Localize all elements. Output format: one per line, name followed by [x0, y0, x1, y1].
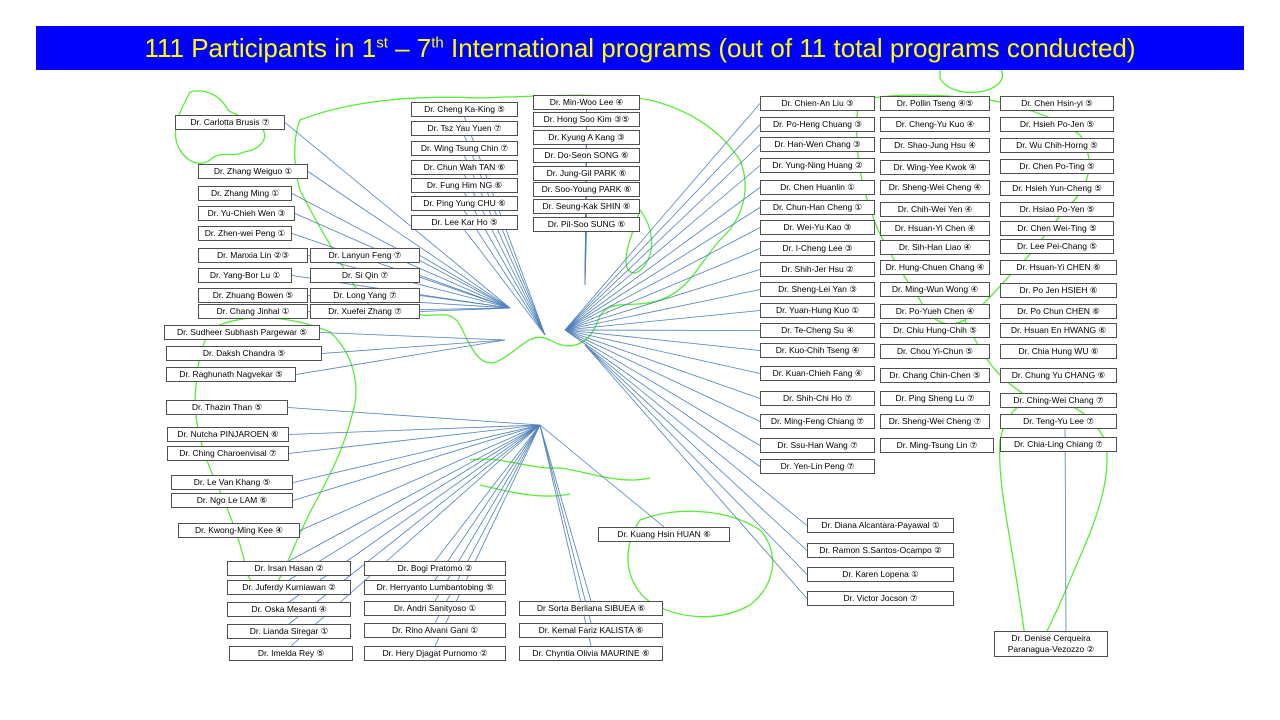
participant-label: Dr. Chyntia Olivia MAURINE ⑥: [519, 646, 663, 661]
participant-label: Dr. Chen Wei-Ting ⑤: [1000, 221, 1114, 236]
participant-label: Dr. Yang-Bor Lu ①: [198, 268, 292, 283]
participant-label: Dr. Sih-Han Liao ④: [880, 240, 990, 255]
connector-line: [320, 333, 505, 341]
participant-label: Dr. Tsz Yau Yuen ⑦: [411, 121, 518, 136]
participant-label: Dr. Raghunath Nagvekar ⑤: [166, 367, 296, 382]
title-suffix: International programs (out of 11 total programs conducted): [443, 33, 1136, 63]
participant-label: Dr. Irsan Hasan ②: [227, 561, 351, 576]
participant-label: Dr. Imelda Rey ⑤: [229, 646, 353, 661]
participant-label: Dr. Karen Lopena ①: [807, 567, 954, 582]
participant-label: Dr. Min-Woo Lee ④: [533, 95, 640, 110]
participant-label: Dr. Jung-Gil PARK ⑥: [533, 166, 640, 181]
participant-label: Dr. Diana Alcantara-Payawal ①: [807, 518, 954, 533]
south-america-outline: [1000, 399, 1107, 645]
participant-label: Dr. Chia-Ling Chiang ⑦: [1000, 437, 1117, 452]
participant-label: Dr. Yen-Lin Peng ⑦: [760, 459, 875, 474]
participant-label: Dr. Chung Yu CHANG ⑥: [1000, 368, 1117, 383]
participant-label: Dr. Ssu-Han Wang ⑦: [760, 438, 875, 453]
participant-label: Dr. Zhuang Bowen ⑤: [198, 288, 308, 303]
participant-label: Dr. Wing-Yee Kwok ④: [880, 160, 990, 175]
participant-label: Dr. Juferdy Kurniawan ②: [227, 580, 351, 595]
participant-label: Dr. Zhen-wei Peng ①: [198, 226, 292, 241]
connector-line: [565, 330, 760, 374]
participant-label: Dr. Han-Wen Chang ③: [760, 137, 875, 152]
participant-label: Dr. Hsuan-Yi Chen ④: [880, 221, 990, 236]
participant-label: Dr. Fung Him NG ⑥: [411, 178, 518, 193]
participant-label: Dr. Wu Chih-Horng ⑤: [1000, 138, 1114, 153]
participant-label: Dr. Soo-Young PARK ⑥: [533, 182, 640, 197]
participant-label: Dr. Chang Chin-Chen ⑤: [880, 368, 990, 383]
participant-label: Dr. Chun-Han Cheng ①: [760, 200, 875, 215]
connector-line: [565, 330, 760, 467]
participant-label: Dr. Le Van Khang ⑤: [171, 475, 293, 490]
participant-label: Dr. Lanyun Feng ⑦: [310, 248, 420, 263]
participant-label: Dr. Kwong-Ming Kee ④: [178, 523, 300, 538]
participant-label: Dr. Hsiao Po-Yen ⑤: [1000, 202, 1114, 217]
participant-label: Dr. Chun Wah TAN ⑥: [411, 160, 518, 175]
participant-label: Dr. Cheng Ka-King ⑤: [411, 102, 518, 117]
title-prefix: 111 Participants in 1: [144, 33, 377, 63]
participant-label: Dr. Hsieh Po-Jen ⑤: [1000, 117, 1114, 132]
participant-label: Dr. Ramon S.Santos-Ocampo ②: [807, 543, 954, 558]
participant-label: Dr. Herryanto Lumbantobing ⑤: [364, 580, 506, 595]
connector-line: [565, 330, 760, 331]
indonesia-outline: [470, 459, 650, 496]
participant-label: Dr. Ngo Le LAM ⑥: [171, 493, 293, 508]
participant-label: Dr. Ming-Feng Chiang ⑦: [760, 414, 875, 429]
participant-label: Dr. Kyung A Kang ③: [533, 130, 640, 145]
participant-label: Dr. Yung-Ning Huang ②: [760, 158, 875, 173]
participant-label: Dr. Chou Yi-Chun ⑤: [880, 344, 990, 359]
asia-outline: [295, 95, 745, 363]
participant-label: Dr. Oska Mesanti ④: [227, 602, 351, 617]
participant-label: Dr. Si Qin ⑦: [310, 268, 420, 283]
participant-label: Dr. Hery Djagat Purnomo ②: [364, 646, 506, 661]
participant-label: Dr. Ching-Wei Chang ⑦: [1000, 393, 1117, 408]
participant-label: Dr. Chien-An Liu ③: [760, 96, 875, 111]
participant-label: Dr. Hsieh Yun-Cheng ⑤: [1000, 181, 1114, 196]
participant-label: Dr. Denise Cerqueira Paranagua-Vezozzo ②: [994, 631, 1108, 657]
participant-label: Dr. Zhang Weiguo ①: [198, 164, 308, 179]
participant-label: Dr. Cheng-Yu Kuo ④: [880, 117, 990, 132]
participant-label: Dr. Sheng-Lei Yan ③: [760, 282, 875, 297]
connector-line: [289, 425, 540, 435]
participant-label: Dr. Po-Yueh Chen ④: [880, 304, 990, 319]
participant-label: Dr. Teng-Yu Lee ⑦: [1000, 414, 1117, 429]
participant-label: Dr. Kuan-Chieh Fang ④: [760, 366, 875, 381]
participant-label: Dr. Chih-Wei Yen ④: [880, 202, 990, 217]
participant-label: Dr. Nutcha PINJAROEN ⑥: [167, 427, 289, 442]
participant-label: Dr. Sheng-Wei Cheng ⑦: [880, 414, 990, 429]
participant-label: Dr. Ming-Wun Wong ④: [880, 282, 990, 297]
participant-label: Dr. Hsuan-Yi CHEN ⑥: [1000, 260, 1117, 275]
participant-label: Dr. Lee Kar Ho ⑤: [411, 215, 518, 230]
title-middle: – 7: [387, 33, 432, 63]
participant-label: Dr. Po Chun CHEN ⑥: [1000, 304, 1117, 319]
participant-label: Dr. Te-Cheng Su ④: [760, 323, 875, 338]
participant-label: Dr. Long Yang ⑦: [310, 288, 420, 303]
participant-label: Dr. Ming-Tsung Lin ⑦: [880, 438, 994, 453]
participant-label: Dr. Chiu Hung-Chih ⑤: [880, 323, 990, 338]
participant-label: Dr. Bogi Pratomo ②: [364, 561, 506, 576]
participant-label: Dr. Thazin Than ⑤: [166, 400, 288, 415]
title-sup-second: th: [431, 34, 444, 52]
title-sup-first: st: [376, 34, 388, 52]
connector-line: [288, 408, 540, 426]
participant-label: Dr. Wing Tsung Chin ⑦: [411, 141, 518, 156]
participant-label: Dr. Hsuan En HWANG ⑥: [1000, 323, 1117, 338]
participant-label: Dr. I-Cheng Lee ③: [760, 241, 875, 256]
connector-line: [293, 425, 540, 501]
participant-label: Dr. Sheng-Wei Cheng ④: [880, 180, 990, 195]
connector-line: [289, 425, 540, 580]
participant-label: Dr. Carlotta Brusis ⑦: [175, 115, 285, 130]
connector-line: [289, 425, 540, 454]
participant-label: Dr. Chia Hung WU ⑥: [1000, 344, 1117, 359]
participant-label: Dr. Chang Jinhai ①: [198, 304, 308, 319]
participant-label: Dr. Hong Soo Kim ③⑤: [533, 112, 640, 127]
participant-label: Dr. Ping Sheng Lu ⑦: [880, 391, 990, 406]
participant-label: Dr. Shih-Jer Hsu ②: [760, 262, 875, 277]
participant-label: Dr. Chen Po-Ting ⑤: [1000, 159, 1114, 174]
connector-line: [322, 340, 505, 354]
connector-line: [289, 425, 540, 561]
participant-label: Dr. Kuang Hsin HUAN ⑥: [598, 527, 730, 542]
participant-label: Dr. Chen Hsin-yi ⑤: [1000, 96, 1114, 111]
connector-line: [565, 249, 760, 331]
participant-label: Dr. Manxia Lin ②③: [198, 248, 308, 263]
participant-label: Dr. Xuefei Zhang ⑦: [310, 304, 420, 319]
participant-label: Dr. Lianda Siregar ①: [227, 624, 351, 639]
connector-line: [565, 311, 760, 331]
participant-label: Dr. Yu-Chieh Wen ③: [198, 206, 295, 221]
participant-label: Dr. Lee Pei-Chang ⑤: [1000, 239, 1114, 254]
participant-label: Dr. Po Jen HSIEH ⑥: [1000, 283, 1117, 298]
participant-label: Dr. Pil-Soo SUNG ⑥: [533, 217, 640, 232]
participant-label: Dr. Seung-Kak SHIN ⑥: [533, 199, 640, 214]
connector-line: [540, 425, 591, 601]
participant-label: Dr. Kuo-Chih Tseng ④: [760, 343, 875, 358]
page-title: [36, 26, 1244, 70]
connector-line: [293, 425, 540, 483]
participant-label: Dr. Daksh Chandra ⑤: [166, 346, 322, 361]
participant-label: Dr. Sudheer Subhash Pargewar ⑤: [164, 325, 320, 340]
participant-label: Dr Sorta Berliana SIBUEA ⑥: [519, 601, 663, 616]
participant-label: Dr. Kemal Fariz KALISTA ⑥: [519, 623, 663, 638]
participant-label: Dr. Rino Alvani Gani ①: [364, 623, 506, 638]
participant-label: Dr. Victor Jocson ⑦: [807, 591, 954, 606]
participant-label: Dr. Yuan-Hung Kuo ①: [760, 303, 875, 318]
participant-label: Dr. Wei-Yu Kao ③: [760, 220, 875, 235]
connector-line: [540, 425, 591, 623]
participant-label: Dr. Pollin Tseng ④⑤: [880, 96, 990, 111]
connector-line: [296, 340, 505, 375]
participant-label: Dr. Shih-Chi Ho ⑦: [760, 391, 875, 406]
participant-label: Dr. Andri Sanityoso ①: [364, 601, 506, 616]
participant-label: Dr. Zhang Ming ①: [198, 186, 292, 201]
participant-label: Dr. Shao-Jung Hsu ④: [880, 138, 990, 153]
participant-label: Dr. Po-Heng Chuang ③: [760, 117, 875, 132]
participant-label: Dr. Chen Huanlin ①: [760, 180, 875, 195]
participant-label: Dr. Ching Charoenvisal ⑦: [167, 446, 289, 461]
participant-label: Dr. Do-Seon SONG ⑥: [533, 148, 640, 163]
participant-label: Dr. Hung-Chuen Chang ④: [880, 260, 990, 275]
participant-label: Dr. Ping Yung CHU ⑥: [411, 196, 518, 211]
connector-line: [540, 425, 664, 527]
